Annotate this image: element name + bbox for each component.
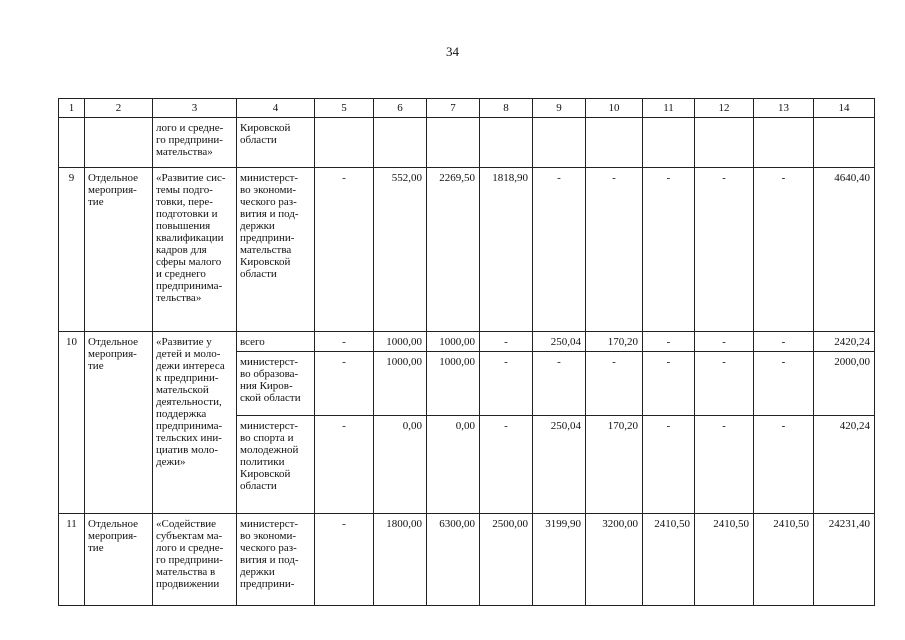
column-header: 3: [153, 99, 237, 118]
value-cell: [315, 118, 374, 168]
column-header: 7: [427, 99, 480, 118]
row-number-cell: 10: [59, 332, 85, 514]
activity-name-cell: «Развитие у детей и моло- дежи интереса к предприни- мательской деятельности, поддержка предпринима- тельских ини- циатив моло- дежи»: [153, 332, 237, 514]
column-header: 1: [59, 99, 85, 118]
column-header: 9: [533, 99, 586, 118]
value-cell: [643, 118, 695, 168]
executor-cell: министерст- во экономи- ческого раз- вития и под- держки предприни-: [237, 514, 315, 606]
value-cell: 250,04: [533, 416, 586, 514]
activity-type-cell: Отдельное мероприя- тие: [85, 514, 153, 606]
activity-name-cell: лого и средне- го предприни- мательства»: [153, 118, 237, 168]
value-cell: 2500,00: [480, 514, 533, 606]
value-cell: 2000,00: [814, 352, 875, 416]
row-number-cell: [59, 118, 85, 168]
value-cell: -: [315, 168, 374, 332]
column-header: 10: [586, 99, 643, 118]
column-header: 2: [85, 99, 153, 118]
value-cell: -: [533, 168, 586, 332]
value-cell: 1800,00: [374, 514, 427, 606]
value-cell: 0,00: [374, 416, 427, 514]
value-cell: 552,00: [374, 168, 427, 332]
column-header: 4: [237, 99, 315, 118]
value-cell: 1000,00: [374, 352, 427, 416]
value-cell: [533, 118, 586, 168]
value-cell: -: [480, 352, 533, 416]
value-cell: 2410,50: [643, 514, 695, 606]
value-cell: 1000,00: [427, 332, 480, 352]
value-cell: -: [586, 352, 643, 416]
column-header: 13: [754, 99, 814, 118]
value-cell: -: [695, 352, 754, 416]
value-cell: -: [315, 352, 374, 416]
value-cell: 0,00: [427, 416, 480, 514]
value-cell: 250,04: [533, 332, 586, 352]
value-cell: -: [643, 352, 695, 416]
activity-name-cell: «Содействие субъектам ма- лого и средне- го предприни- мательства в продвижении: [153, 514, 237, 606]
value-cell: -: [315, 332, 374, 352]
budget-table: [58, 98, 875, 606]
value-cell: -: [643, 168, 695, 332]
value-cell: [754, 118, 814, 168]
value-cell: -: [480, 416, 533, 514]
value-cell: 2410,50: [695, 514, 754, 606]
row-number-cell: 9: [59, 168, 85, 332]
row-number-cell: 11: [59, 514, 85, 606]
value-cell: -: [754, 168, 814, 332]
executor-cell: всего: [237, 332, 315, 352]
executor-cell: министерст- во образова- ния Киров- ской области: [237, 352, 315, 416]
value-cell: -: [586, 168, 643, 332]
activity-type-cell: Отдельное мероприя- тие: [85, 332, 153, 514]
table-row: [59, 332, 875, 352]
value-cell: 2269,50: [427, 168, 480, 332]
value-cell: [480, 118, 533, 168]
value-cell: 2420,24: [814, 332, 875, 352]
value-cell: [427, 118, 480, 168]
column-header: 8: [480, 99, 533, 118]
value-cell: -: [695, 416, 754, 514]
value-cell: -: [695, 168, 754, 332]
column-header: 5: [315, 99, 374, 118]
value-cell: -: [754, 332, 814, 352]
activity-type-cell: [85, 118, 153, 168]
executor-cell: министерст- во спорта и молодежной политики Кировской области: [237, 416, 315, 514]
page-number: 34: [446, 44, 459, 59]
value-cell: -: [643, 332, 695, 352]
column-header: 12: [695, 99, 754, 118]
column-header: 6: [374, 99, 427, 118]
table-row: [59, 514, 875, 606]
value-cell: 2410,50: [754, 514, 814, 606]
value-cell: 24231,40: [814, 514, 875, 606]
table-row: [59, 168, 875, 332]
activity-type-cell: Отдельное мероприя- тие: [85, 168, 153, 332]
value-cell: -: [754, 416, 814, 514]
table-row: [59, 118, 875, 168]
value-cell: -: [695, 332, 754, 352]
value-cell: -: [643, 416, 695, 514]
value-cell: 3199,90: [533, 514, 586, 606]
value-cell: 170,20: [586, 332, 643, 352]
executor-cell: Кировской области: [237, 118, 315, 168]
table-header-row: [59, 99, 875, 118]
value-cell: -: [315, 514, 374, 606]
value-cell: 3200,00: [586, 514, 643, 606]
value-cell: 170,20: [586, 416, 643, 514]
value-cell: 1000,00: [374, 332, 427, 352]
value-cell: [814, 118, 875, 168]
activity-name-cell: «Развитие сис- темы подго- товки, пере- подготовки и повышения квалификации кадров для сферы малого и среднего предпринима- тельства»: [153, 168, 237, 332]
value-cell: 6300,00: [427, 514, 480, 606]
value-cell: -: [754, 352, 814, 416]
column-header: 11: [643, 99, 695, 118]
value-cell: [374, 118, 427, 168]
value-cell: 1818,90: [480, 168, 533, 332]
value-cell: 1000,00: [427, 352, 480, 416]
executor-cell: министерст- во экономи- ческого раз- вития и под- держки предприни- мательства Кировской области: [237, 168, 315, 332]
column-header: 14: [814, 99, 875, 118]
value-cell: -: [533, 352, 586, 416]
value-cell: [695, 118, 754, 168]
value-cell: [586, 118, 643, 168]
value-cell: 4640,40: [814, 168, 875, 332]
value-cell: -: [315, 416, 374, 514]
value-cell: 420,24: [814, 416, 875, 514]
value-cell: -: [480, 332, 533, 352]
